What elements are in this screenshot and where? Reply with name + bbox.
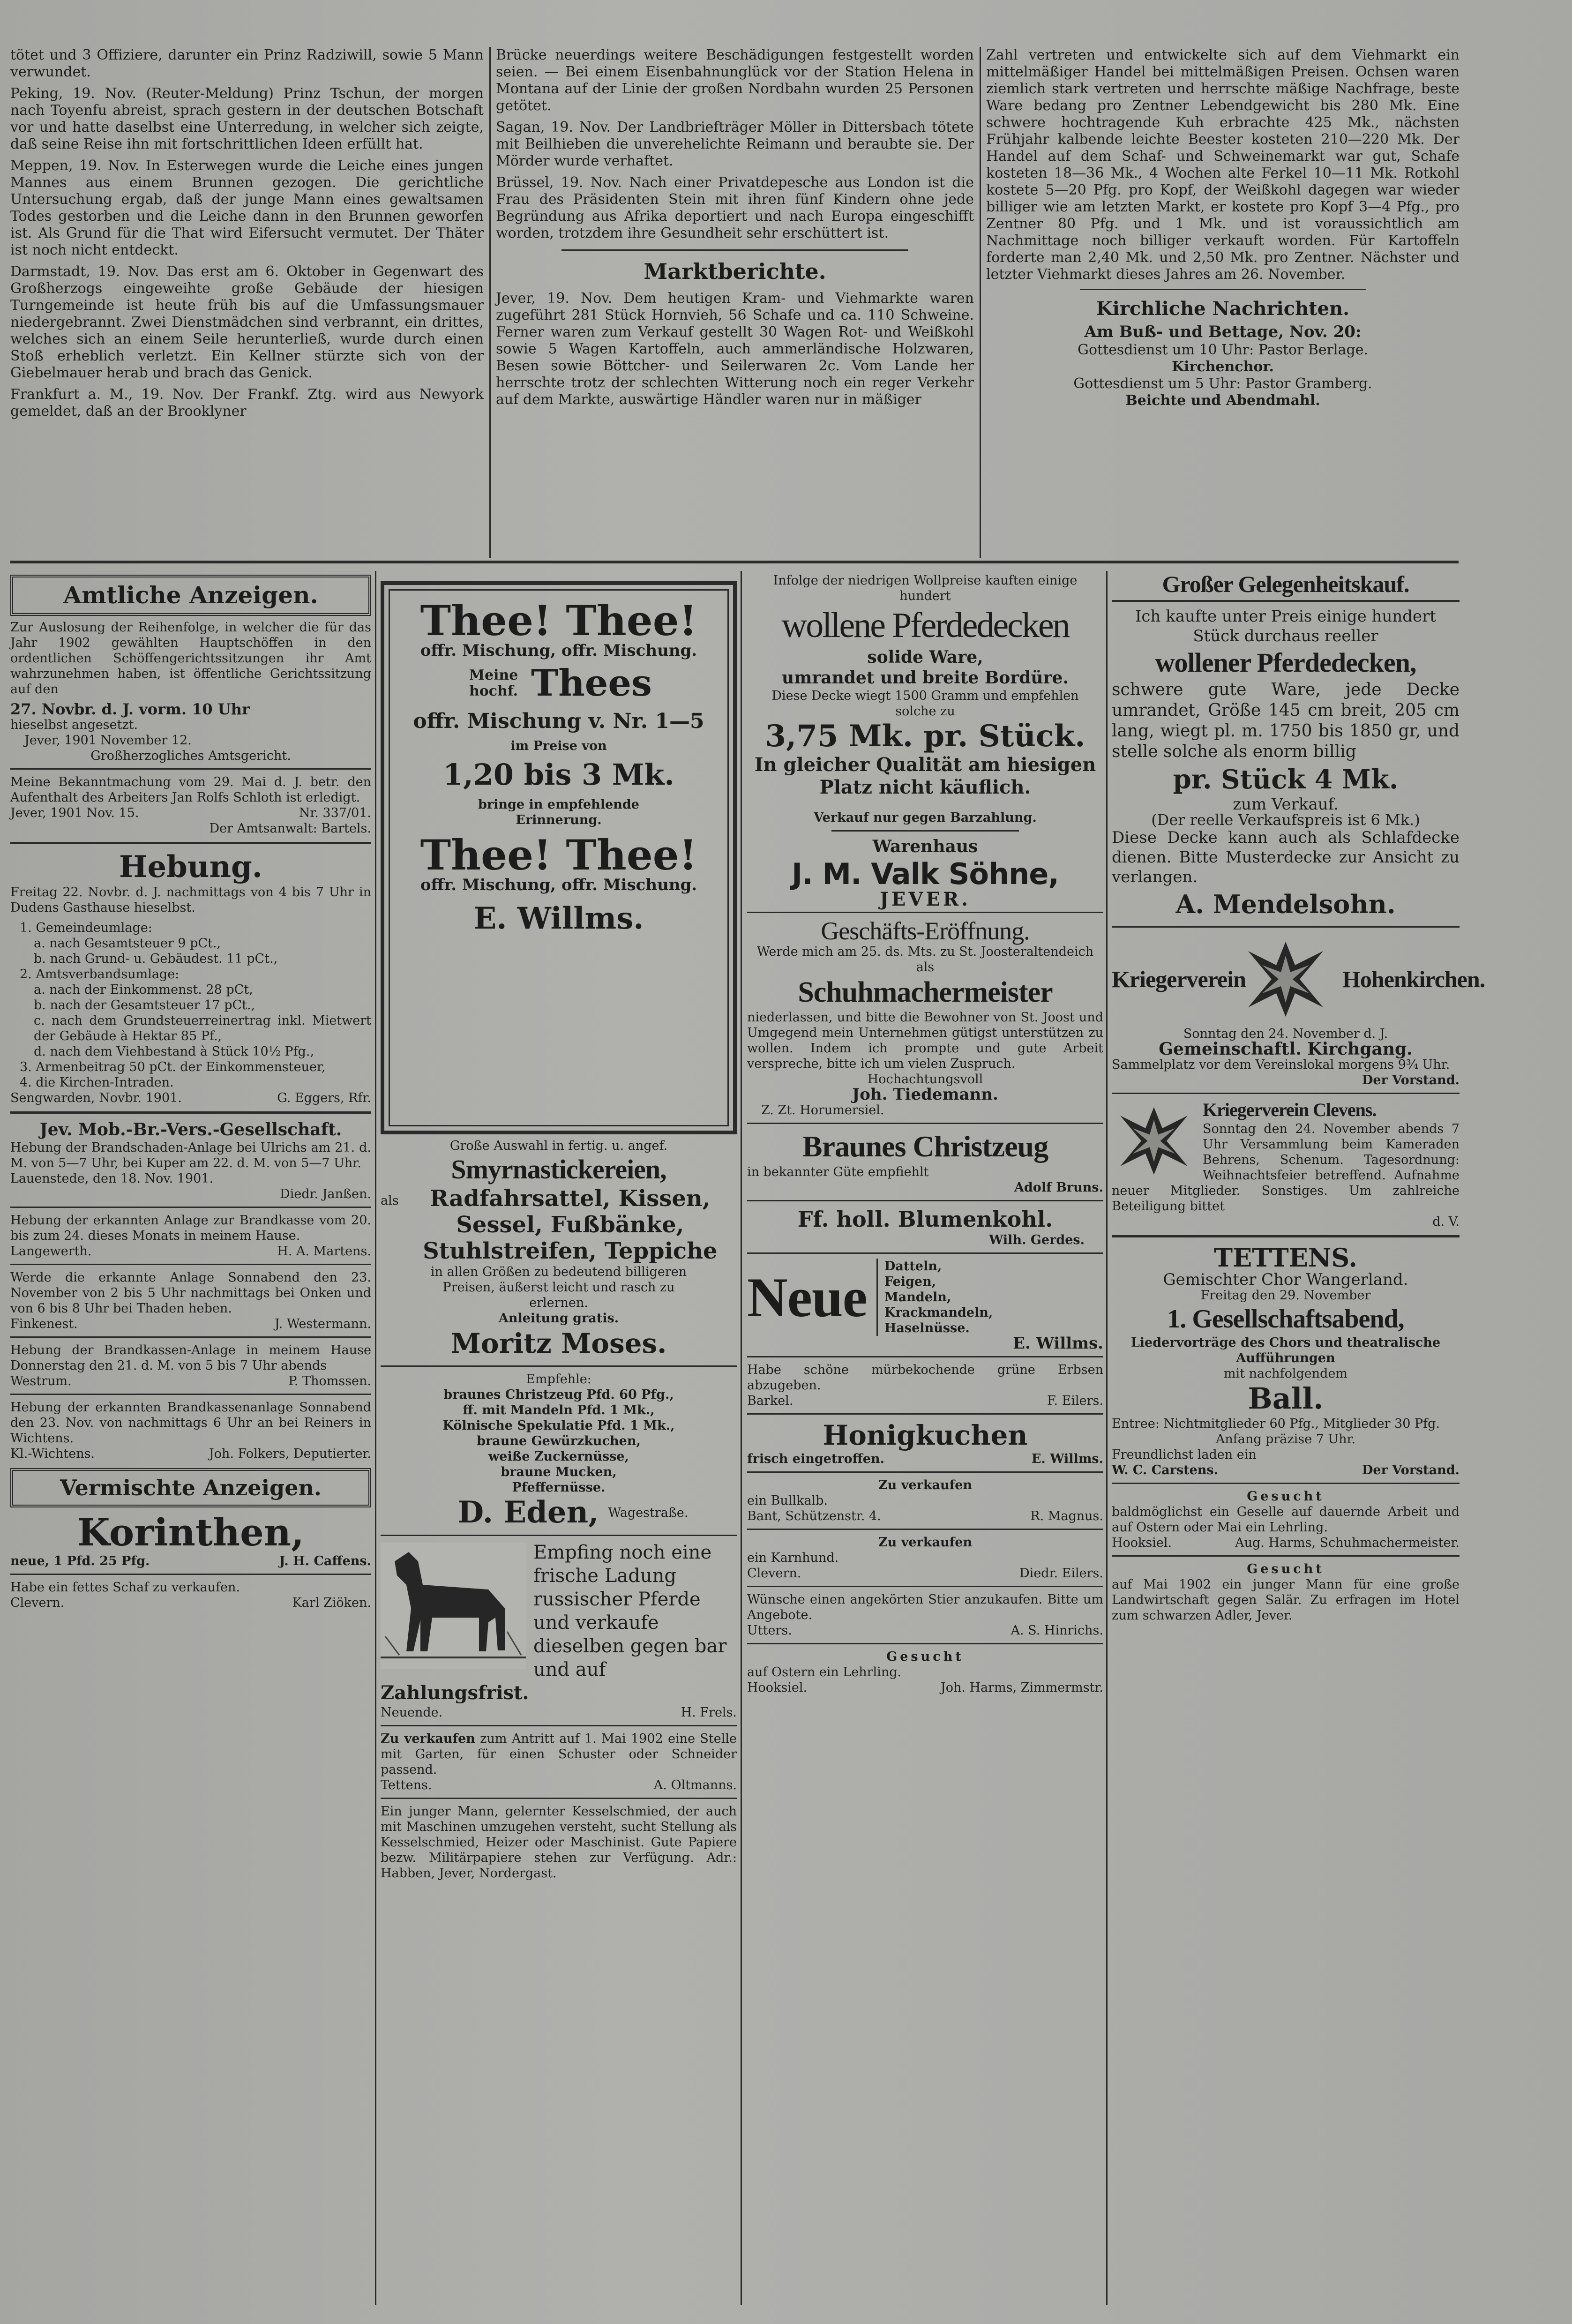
kv2-sign: d. V. <box>1432 1214 1460 1229</box>
erbsen-sign-row <box>747 1393 1103 1409</box>
sale-text: ein Bullkalb. <box>747 1493 828 1508</box>
notice-text: Hebung der Brandkassen-Anlage in meinem Hause Donnerstag den 21. d. M. von 5 bis 7 Uhr abends <box>10 1343 371 1373</box>
iron-cross-icon <box>1239 932 1332 1026</box>
wanted-place: Hooksiel. <box>747 1680 808 1695</box>
eden-seller: D. Eden, <box>457 1495 599 1530</box>
stier-sign: A. S. Hinrichs. <box>1011 1623 1103 1638</box>
smyrna-als: als <box>381 1193 399 1208</box>
for-sale-text: zum Antritt auf 1. Mai 1902 eine Stelle mit Garten, für einen Schuster oder Schneider passend. <box>381 1732 737 1777</box>
blanket-bar: Verkauf nur gegen Barzahlung. <box>814 810 1037 825</box>
section-divider <box>10 561 1459 563</box>
blanket-qual: In gleicher Qualität am hiesigen Platz nicht käuflich. <box>754 754 1096 798</box>
official-notices-title: Amtliche Anzeigen. <box>63 581 318 609</box>
iron-cross-icon <box>1112 1099 1196 1183</box>
market-report: Jever, 19. Nov. Dem heutigen Kram- und Viehmarkte waren zugeführt 281 Stück Hornvieh, 56 Schafe und ca. 110 Schweine. Ferner waren zum Verkauf gestellt 30 Wagen Rot- und Weißkohl sowie 5 Wagen Kartoffeln, auch ammerländische Holzwaren, Besen sowie Böttcher- und Seilerwaren 2c. Vom Lande her herrschte trotz der schlechten Witterung noch ein reger Verkehr auf dem Markte, auswärtige Händler waren nur in mäßiger <box>496 290 974 408</box>
chor-freund: Freundlichst laden ein <box>1112 1447 1257 1462</box>
wanted-text: baldmöglichst ein Geselle auf dauernde Arbeit und auf Ostern oder Mai ein Lehrling. <box>1112 1505 1460 1535</box>
wanted-sign: Aug. Harms, Schuhmachermeister. <box>1235 1536 1460 1550</box>
notice-place: Clevern. <box>10 1596 65 1610</box>
wanted-place: Hooksiel. <box>1112 1536 1172 1550</box>
notice-text: Habe ein fettes Schaf zu verkaufen. <box>10 1580 240 1595</box>
wanted-sign-row <box>747 1680 1103 1695</box>
kv2-title: Kriegerverein Clevens. <box>1203 1099 1377 1120</box>
divider <box>747 1586 1103 1587</box>
bargain-title: Großer Gelegenheitskauf. <box>1112 571 1460 602</box>
neue-item: Mandeln, <box>884 1290 951 1304</box>
horse-place: Neuende. <box>381 1705 443 1720</box>
ads-column-2 <box>381 581 737 2306</box>
divider <box>831 830 1019 832</box>
news-item: Frankfurt a. M., 19. Nov. Der Frankf. Ztg. wird aus Newyork gemeldet, daß an der Brooklyner <box>10 386 484 420</box>
stier-sign-row <box>747 1623 1103 1638</box>
notice-sign: J. Westermann. <box>274 1317 371 1331</box>
sale-sign-row <box>747 1508 1103 1524</box>
smyrna-title: Smyrnastickereien, <box>451 1154 666 1184</box>
korinthen-sign: J. H. Caffens. <box>279 1554 371 1568</box>
wanted-title: Gesucht <box>1247 1489 1325 1504</box>
hebung-list <box>10 920 371 1090</box>
notice-sign: Joh. Folkers, Deputierter. <box>209 1447 371 1461</box>
shop-sign: Joh. Tiedemann. <box>852 1085 998 1104</box>
notice-sign-row <box>10 1373 371 1389</box>
tea-row <box>397 663 720 704</box>
shop-opening-text: niederlassen, und bitte die Bewohner von St. Joost und Umgegend mein Unternehmen gütigst unterstützen zu wollen. Indem ich prompte und gute Arbeit verspreche, bitte ich um vielen Zuspruch. <box>747 1010 1103 1071</box>
notice-sign: Der Amtsanwalt: Bartels. <box>209 821 371 836</box>
tea-headline: Thee! Thee! <box>420 596 697 645</box>
valk-name: J. M. Valk Söhne, <box>792 857 1059 891</box>
notice-place: Lauenstede, den 18. Nov. 1901. <box>10 1171 214 1186</box>
neue-items <box>876 1259 993 1336</box>
notice-sign: P. Thomssen. <box>288 1374 371 1388</box>
notice-sign-row <box>10 1316 371 1332</box>
divider <box>747 1413 1103 1415</box>
smyrna-seller: Moritz Moses. <box>450 1327 667 1359</box>
divider <box>1112 1093 1460 1094</box>
news-item: Darmstadt, 19. Nov. Das erst am 6. Oktober in Gegenwart des Großherzogs eingeweihte große Gebäude der hiesigen Turngemeinde ist heute früh bis auf die Umfassungsmauer niedergebrannt. Zwei Dienstmädchen sind verbrannt, ein drittes, welches sich an einem Seile herunterließ, wurde durch einen Stoß erheblich verletzt. Ein Kellner stürzte sich von der Giebelmauer herab und brach das Genick. <box>10 263 484 381</box>
divider <box>747 1529 1103 1530</box>
honig-sign: E. Willms. <box>1031 1452 1103 1466</box>
korinthen-row <box>10 1553 371 1569</box>
eden-item: weiße Zuckernüsse, <box>488 1449 629 1464</box>
bargain-seller: A. Mendelsohn. <box>1175 889 1396 919</box>
chor-sign: W. C. Carstens. <box>1112 1463 1219 1477</box>
list-item: a. nach Gesamtsteuer 9 pCt., <box>34 936 221 951</box>
bargain-price: pr. Stück 4 Mk. <box>1173 764 1399 795</box>
news-item: tötet und 3 Offiziere, darunter ein Prinz Radziwill, sowie 5 Mann verwundet. <box>10 47 484 80</box>
smyrna-items <box>404 1185 737 1264</box>
horse-text: Empfing noch eine frische Ladung russischer Pferde und verkaufe dieselben gegen bar und auf <box>533 1542 727 1680</box>
christzeug-title: Braunes Christzeug <box>802 1130 1048 1163</box>
notice-text: Freitag 22. Novbr. d. J. nachmittags von 4 bis 7 Uhr in Dudens Gasthause hieselbst. <box>10 885 371 915</box>
notice-sign: Karl Ziöken. <box>292 1596 371 1610</box>
sale-place: Bant, Schützenstr. 4. <box>747 1509 881 1523</box>
kv1-right: Hohenkirchen. <box>1342 966 1485 992</box>
wanted-title: Gesucht <box>1247 1562 1325 1576</box>
notice-text: Hebung der Brandschaden-Anlage bei Ulrichs am 21. d. M. von 5—7 Uhr, bei Kuper am 22. d. M. von 5—7 Uhr. <box>10 1140 371 1170</box>
eden-empfehle: Empfehle: <box>526 1372 591 1387</box>
eden-item: braune Mucken, <box>501 1465 617 1479</box>
misc-ads-title: Vermischte Anzeigen. <box>60 1475 322 1500</box>
list-item: b. nach Grund- u. Gebäudest. 11 pCt., <box>34 952 278 966</box>
honig-row <box>747 1451 1103 1467</box>
smyrna-item: Radfahrsattel, Kissen, <box>430 1185 711 1212</box>
sale-sign: R. Magnus. <box>1030 1509 1103 1523</box>
tea-meine: Meine hochf. <box>469 667 518 699</box>
ads-column-4 <box>1112 571 1485 2305</box>
bargain-verk: zum Verkauf. <box>1233 795 1339 814</box>
ads-column-1 <box>10 571 371 2305</box>
news-item: Brüssel, 19. Nov. Nach einer Privatdepesche aus London ist die Frau des Präsidenten Stein mit ihren fünf Kindern ohne jede Begründung aus Afrika deportiert und nach Europa eingeschifft worden, trotzdem ihre Gesundheit sehr erschüttert ist. <box>496 174 974 241</box>
kv2-text: Sonntag den 24. November abends 7 Uhr Versammlung beim Kameraden Behrens, Schenum. Tagesordnung: Weihnachtsfeier betreffend. Aufnahme neuer Mitglieder. Sonstiges. Um zahlreiche Beteiligung bittet <box>1112 1122 1460 1214</box>
smyrna-anleitung: Anleitung gratis. <box>498 1311 619 1326</box>
divider <box>1112 1555 1460 1557</box>
horse-ad <box>381 1541 737 1681</box>
notice-place: Kl.-Wichtens. <box>10 1447 95 1461</box>
kriegerverein-header <box>1112 932 1485 1026</box>
kv1-left: Kriegerverein <box>1112 966 1246 992</box>
erbsen-text: Habe schöne mürbekochende grüne Erbsen abzugeben. <box>747 1363 1103 1393</box>
wanted-title: Gesucht <box>886 1649 964 1664</box>
smyrna-item: Sessel, Fußbänke, <box>456 1212 684 1238</box>
tea-ad-frame <box>381 581 737 1134</box>
notice-sign-row <box>10 805 371 821</box>
divider <box>1112 1235 1460 1237</box>
kv1-kirch: Gemeinschaftl. Kirchgang. <box>1159 1039 1413 1059</box>
notice-text: Meine Bekanntmachung vom 29. Mai d. J. betr. den Aufenthalt des Arbeiters Jan Rolfs Schloth ist erledigt. <box>10 775 371 805</box>
divider <box>747 1252 1103 1254</box>
neue-item: Datteln, <box>884 1259 942 1274</box>
wanted-text: auf Ostern ein Lehrling. <box>747 1665 902 1679</box>
for-sale-lead: Zu verkaufen <box>381 1732 475 1746</box>
divider <box>10 1336 371 1338</box>
chor-nachf: mit nachfolgendem <box>1223 1366 1348 1381</box>
shop-opening-title: Geschäfts-Eröffnung. <box>821 917 1030 945</box>
shoemaker-title: Schuhmachermeister <box>798 976 1053 1008</box>
notice-date: 27. Novbr. d. J. vorm. 10 Uhr <box>10 700 250 718</box>
notice-text: Werde die erkannte Anlage Sonnabend den 23. November von 2 bis 5 Uhr nachmittags bei Onken und von 6 bis 8 Uhr bei Thaden heben. <box>10 1270 371 1316</box>
christzeug-sign: Adolf Bruns. <box>1014 1180 1103 1195</box>
for-sale-sign-row <box>381 1777 737 1793</box>
news-item: Meppen, 19. Nov. In Esterwegen wurde die Leiche eines jungen Mannes aus einem Brunnen gezogen. Die gerichtliche Untersuchung ergab, daß der junge Mann eines gewaltsamen Todes gestorben und die Leiche dann in den Brunnen geworfen ist. Als Grund für die That wird Eifersucht vermutet. Der Thäter ist noch nicht entdeckt. <box>10 157 484 258</box>
eden-sign-row <box>381 1495 737 1530</box>
divider <box>381 1535 737 1536</box>
divider <box>10 1207 371 1208</box>
column-divider <box>489 47 491 558</box>
divider <box>381 1725 737 1726</box>
notice-place: Sengwarden, Novbr. 1901. <box>10 1091 182 1105</box>
official-notices-box <box>10 575 371 616</box>
market-report-cont: Zahl vertreten und entwickelte sich auf dem Viehmarkt ein mittelmäßiger Handel bei mittelmäßigen Preisen. Ochsen waren ziemlich stark vertreten und herrschte mäßige Nachfrage, beste Ware bedang pro Zentner Lebendgewicht bis 280 Mk. Eine schwere hochtragende Kuh erbrachte 425 Mk., nächsten Frühjahr kalbende leichte Beester kosteten 210—220 Mk. Der Handel auf dem Schaf- und Schweinemarkt war gut, Schafe kosteten 18—36 Mk., 4 Wochen alte Ferkel 10—11 Mk. Rotkohl kostete 5—20 Pfg. pro Kopf, der Weißkohl dagegen war wieder billiger wie am letzten Markt, er kostete pro Kopf 3—4 Pfg., pro Zentner 80 Pfg. und 1 Mk. und ist voraussichtlich am Nachmittage noch billiger verkauft worden. Für Kartoffeln forderte man 2,40 Mk. und 2,50 Mk. pro Zentner. Nächster und letzter Viehmarkt dieses Jahres am 26. November. <box>986 47 1460 283</box>
neue-item: Haselnüsse. <box>884 1321 970 1335</box>
smyrna-item: Stuhlstreifen, Teppiche <box>423 1238 718 1264</box>
smyrna-text: in allen Größen zu bedeutend billigeren Preisen, äußerst leicht und rasch zu erlernen. <box>430 1265 687 1310</box>
column-divider <box>980 47 981 558</box>
notice-place: Finkenest. <box>10 1317 78 1331</box>
column-divider <box>1106 571 1108 2305</box>
chor-sign-row <box>1112 1462 1460 1478</box>
tea-bringe: bringe in empfehlende Erinnerung. <box>478 797 639 827</box>
list-item: d. nach dem Viehbestand à Stück 10½ Pfg., <box>34 1044 314 1059</box>
tea-seller: E. Willms. <box>473 901 644 936</box>
christzeug-line: in bekannter Güte empfiehlt <box>747 1165 929 1179</box>
wanted-text: auf Mai 1902 ein junger Mann für eine große Landwirtschaft gegen Salär. Zu erfragen im Hotel zum schwarzen Adler, Jever. <box>1112 1577 1460 1623</box>
church-line: Kirchenchor. <box>1172 359 1274 375</box>
column-divider <box>741 571 742 2305</box>
notice-text: hieselbst angesetzt. <box>10 718 138 732</box>
eden-addr: Wagestraße. <box>608 1505 689 1520</box>
wanted-sign-row <box>1112 1535 1460 1551</box>
list-item: 3. Armenbeitrag 50 pCt. der Einkommensteuer, <box>20 1060 326 1074</box>
eden-item: braunes Christzeug Pfd. 60 Pfg., <box>443 1387 674 1402</box>
notice-place: Westrum. <box>10 1374 72 1388</box>
divider <box>1112 1483 1460 1484</box>
bargain-reell: (Der reelle Verkaufspreis ist 6 Mk.) <box>1151 811 1420 829</box>
for-sale-sign: A. Oltmanns. <box>653 1778 737 1792</box>
neue-ad <box>747 1259 1103 1336</box>
news-column-1 <box>10 47 484 558</box>
notice-place: Jever, 1901 November 12. <box>24 733 192 748</box>
neue-item: Krackmandeln, <box>884 1305 993 1320</box>
divider <box>10 1264 371 1265</box>
list-item: a. nach der Einkommenst. 28 pCt, <box>34 982 253 997</box>
divider <box>381 1798 737 1799</box>
notice-sign: H. A. Martens. <box>277 1244 371 1259</box>
blanket-title: wollene Pferdedecken <box>781 606 1069 645</box>
blumenkohl-title: Ff. holl. Blumenkohl. <box>797 1207 1053 1232</box>
divider <box>747 1471 1103 1473</box>
divider <box>747 1643 1103 1644</box>
news-item: Sagan, 19. Nov. Der Landbriefträger Möller in Dittersbach tötete mit Beilhieben die unverehelichte Reimann und beraubte sie. Der Mörder wurde verhaftet. <box>496 119 974 169</box>
notice-text: Zur Auslosung der Reihenfolge, in welcher die für das Jahr 1902 gewählten Hauptschöffen in den ordentlichen Schöffengerichtssitzungen ihr Amt wahrzunehmen haben, ist öffentliche Gerichtssitzung auf den <box>10 620 371 697</box>
sale-sign-row <box>747 1566 1103 1581</box>
column-divider <box>375 571 376 2305</box>
tea-mix: offr. Mischung, offr. Mischung. <box>420 876 697 894</box>
church-line: Gottesdienst um 10 Uhr: Pastor Berlage. <box>1078 342 1368 358</box>
shop-opening-intro: Werde mich am 25. ds. Mts. zu St. Joosteraltendeich als <box>756 945 1094 975</box>
eden-item: braune Gewürzkuchen, <box>477 1434 641 1448</box>
neue-title: Neue <box>747 1266 867 1328</box>
divider <box>747 1200 1103 1201</box>
church-line: Beichte und Abendmahl. <box>1125 392 1320 409</box>
smyrna-row <box>381 1185 737 1264</box>
list-item: 4. die Kirchen-Intraden. <box>20 1075 174 1090</box>
tea-thees: Thees <box>531 662 652 705</box>
notice-sign-row <box>10 1446 371 1462</box>
tettens-title: TETTENS. <box>1213 1243 1358 1273</box>
notice-place: Jever, 1901 Nov. 15. <box>10 806 139 820</box>
blanket-price: 3,75 Mk. pr. Stück. <box>765 719 1085 754</box>
smyrna-intro: Große Auswahl in fertig. u. angef. <box>449 1139 668 1153</box>
divider <box>1112 926 1460 928</box>
list-item: 1. Gemeindeumlage: <box>20 921 152 935</box>
sale-title: Zu verkaufen <box>878 1535 973 1550</box>
chor-date: Freitag den 29. November <box>1200 1288 1371 1303</box>
shop-hochacht: Hochachtungsvoll <box>867 1072 983 1087</box>
bargain-text: schwere gute Ware, jede Decke umrandet, Größe 145 cm breit, 205 cm lang, wiegt pl. m. 1750 bis 1850 gr, und stelle solche als enorm billig <box>1112 680 1460 761</box>
horse-sign-row <box>381 1705 737 1720</box>
chor-name: Gemischter Chor Wangerland. <box>1163 1270 1408 1289</box>
stier-place: Utters. <box>747 1623 792 1638</box>
tea-headline-2: Thee! Thee! <box>420 831 697 879</box>
news-item: Brücke neuerdings weitere Beschädigungen festgestellt worden seien. — Bei einem Eisenbahnunglück vor der Station Helena in Montana auf der Linie der großen Nordbahn wurden 25 Personen getötet. <box>496 47 974 114</box>
notice-sign: Diedr. Janßen. <box>280 1187 371 1201</box>
blanket-decke: Diese Decke wiegt 1500 Gramm und empfehlen solche zu <box>771 689 1079 719</box>
ads-column-3 <box>747 573 1103 2302</box>
hebung-title: Hebung. <box>119 849 263 885</box>
erbsen-sign: F. Eilers. <box>1047 1394 1103 1408</box>
korinthen-price: neue, 1 Pfd. 25 Pfg. <box>10 1554 150 1568</box>
blumenkohl-sign: Wilh. Gerdes. <box>989 1233 1085 1247</box>
stier-text: Wünsche einen angekörten Stier anzukaufen. Bitte um Angebote. <box>747 1592 1103 1622</box>
divider <box>10 1394 371 1395</box>
blanket-intro: Infolge der niedrigen Wollpreise kauften einige hundert <box>773 573 1078 603</box>
list-item: b. nach der Gesamtsteuer 17 pCt., <box>34 998 255 1012</box>
tea-mix: offr. Mischung, offr. Mischung. <box>420 641 697 660</box>
divider <box>747 1356 1103 1357</box>
blanket-umrandet: umrandet und breite Bordüre. <box>782 668 1069 688</box>
horse-zahlung: Zahlungsfrist. <box>381 1682 529 1704</box>
divider <box>747 912 1103 913</box>
news-item: Peking, 19. Nov. (Reuter-Meldung) Prinz Tschun, der morgen nach Toyenfu abreist, sprach gestern in der deutschen Botschaft vor und hatte daselbst eine Unterredung, in welcher sich zeigte, daß seine Reise ihn mit fortschrittlichen Ideen erfüllt hat. <box>10 85 484 152</box>
divider <box>747 1123 1103 1124</box>
korinthen-title: Korinthen, <box>77 1510 304 1554</box>
sale-title: Zu verkaufen <box>878 1478 973 1492</box>
notice-sign-row <box>10 1595 371 1611</box>
kv1-sign: Der Vorstand. <box>1362 1073 1460 1087</box>
notice-sign: G. Eggers, Rfr. <box>277 1091 371 1105</box>
bargain-big: wollener Pferdedecken, <box>1155 647 1416 678</box>
chor-anfang: Anfang präzise 7 Uhr. <box>1215 1432 1356 1447</box>
horse-icon <box>381 1543 526 1669</box>
misc-ads-box <box>10 1468 371 1507</box>
bargain-intro: Ich kaufte unter Preis einige hundert Stück durchaus reeller <box>1135 607 1437 645</box>
tea-price: 1,20 bis 3 Mk. <box>443 757 674 792</box>
kv1-text: Sammelplatz vor dem Vereinslokal morgens 9¾ Uhr. <box>1112 1057 1450 1072</box>
job-seeker-text: Ein junger Mann, gelernter Kesselschmied, der auch mit Maschinen umzugehen versteht, sucht Stellung als Kesselschmied, Heizer oder Maschinist. Gute Papiere bezw. Militärpapiere stehen zur Verfügung. Adr.: Habben, Jever, Nordergast. <box>381 1804 737 1881</box>
divider <box>10 1574 371 1575</box>
church-news-title: Kirchliche Nachrichten. <box>1096 298 1350 320</box>
chor-vorstand: Der Vorstand. <box>1362 1463 1460 1477</box>
divider <box>10 842 371 844</box>
warenhaus-label: Warenhaus <box>872 837 978 856</box>
tea-preise: im Preise von <box>510 739 607 753</box>
notice-sign-row <box>10 1090 371 1106</box>
honig-line: frisch eingetroffen. <box>747 1452 884 1466</box>
for-sale-place: Tettens. <box>381 1778 432 1792</box>
chor-lieder: Liedervorträge des Chors und theatralische Aufführungen <box>1130 1335 1441 1365</box>
valk-city: JEVER. <box>879 888 971 910</box>
for-sale-ad <box>381 1731 737 1777</box>
tea-mix-nr: offr. Mischung v. Nr. 1—5 <box>413 709 704 733</box>
blanket-solide: solide Ware, <box>867 647 983 667</box>
sale-text: ein Karnhund. <box>747 1551 839 1565</box>
notice-sign: Großherzogliches Amtsgericht. <box>90 749 291 763</box>
notice-nr: Nr. 337/01. <box>299 806 371 820</box>
divider <box>381 1365 737 1367</box>
list-item: 2. Amtsverbandsumlage: <box>20 967 180 982</box>
sale-sign: Diedr. Eilers. <box>1019 1566 1103 1581</box>
honig-title: Honigkuchen <box>823 1419 1028 1451</box>
notice-text: Hebung der erkannten Anlage zur Brandkasse vom 20. bis zum 24. dieses Monats in meinem Hause. <box>10 1213 371 1243</box>
insurance-title: Jev. Mob.-Br.-Vers.-Gesellschaft. <box>39 1120 342 1140</box>
chor-abend: 1. Gesellschaftsabend, <box>1167 1304 1404 1334</box>
church-news-sub: Am Buß- und Bettage, Nov. 20: <box>1084 322 1362 341</box>
kv1-sonntag: Sonntag den 24. November d. J. <box>1183 1027 1388 1041</box>
eden-item: ff. mit Mandeln Pfd. 1 Mk., <box>463 1403 655 1417</box>
notice-sign-row <box>10 1244 371 1259</box>
divider <box>10 768 371 770</box>
divider <box>10 1111 371 1114</box>
notice-text: Hebung der erkannten Brandkassenanlage Sonnabend den 23. Nov. von nachmittags 6 Uhr an bei Reiners in Wichtens. <box>10 1400 371 1446</box>
sale-place: Clevern. <box>747 1566 801 1581</box>
neue-item: Feigen, <box>884 1274 936 1289</box>
market-reports-title: Marktberichte. <box>644 259 826 284</box>
neue-sign: E. Willms. <box>1013 1334 1103 1353</box>
kv2-ad <box>1112 1099 1460 1229</box>
notice-place: Langewerth. <box>10 1244 92 1259</box>
chor-ball: Ball. <box>1248 1381 1324 1416</box>
eden-item: Pfeffernüsse. <box>512 1480 606 1495</box>
bargain-text-2: Diese Decke kann auch als Schlafdecke dienen. Bitte Musterdecke zur Ansicht zu verlangen. <box>1112 828 1460 886</box>
erbsen-place: Barkel. <box>747 1394 793 1408</box>
list-item: c. nach dem Grundsteuerreinertrag inkl. Mietwert der Gebäude à Hektar 85 Pf., <box>34 1013 371 1043</box>
news-column-2 <box>496 47 974 558</box>
wanted-sign: Joh. Harms, Zimmermstr. <box>940 1680 1103 1695</box>
church-line: Gottesdienst um 5 Uhr: Pastor Gramberg. <box>1073 375 1372 392</box>
divider <box>561 249 908 251</box>
eden-item: Kölnische Spekulatie Pfd. 1 Mk., <box>442 1418 675 1433</box>
chor-entree: Entree: Nichtmitglieder 60 Pfg., Mitglieder 30 Pfg. <box>1112 1417 1440 1431</box>
news-column-3 <box>986 47 1460 558</box>
horse-sign: H. Frels. <box>681 1705 737 1720</box>
divider <box>1080 289 1366 290</box>
shop-addr: Z. Zt. Horumersiel. <box>761 1103 884 1117</box>
